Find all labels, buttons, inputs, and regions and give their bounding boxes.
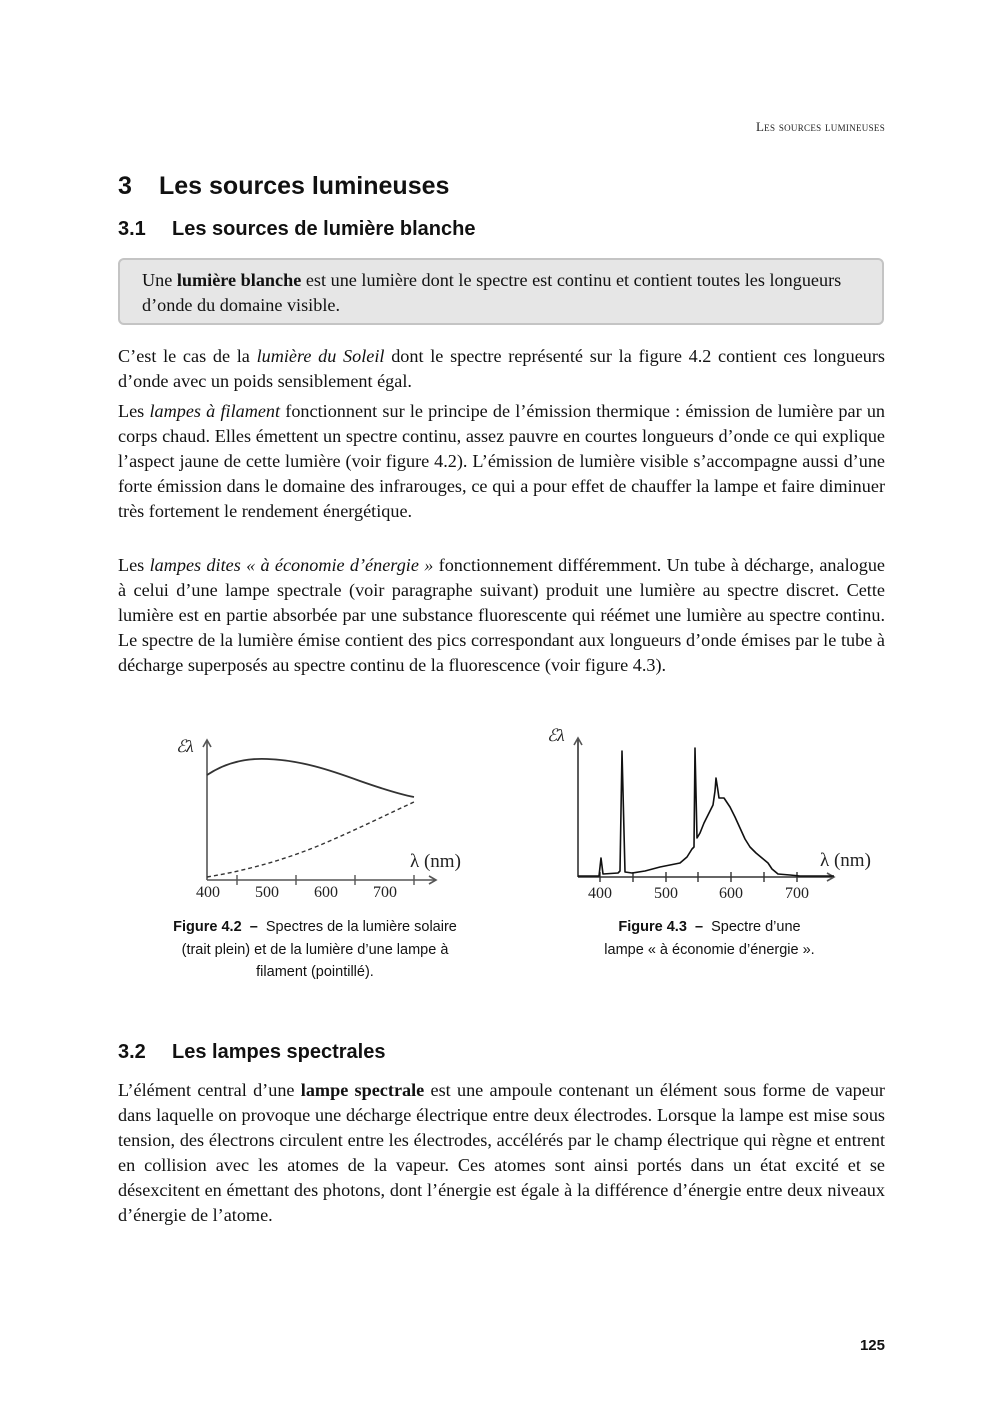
x-axis-label: λ (nm) bbox=[820, 850, 871, 871]
y-axis-label: ℰλ bbox=[176, 737, 194, 756]
text-run: L’élément central d’une bbox=[118, 1080, 301, 1100]
text-run: C’est le cas de la bbox=[118, 346, 257, 366]
tick-label-400: 400 bbox=[588, 885, 612, 902]
cfl-spectrum-line bbox=[578, 748, 834, 876]
tick-label-700: 700 bbox=[373, 884, 397, 901]
text-run: fonctionnent sur le principe de l’émission thermique : émission de lumière par un corps chaud. Elles émettent un spectre continu, assez pauvre en courtes longueurs d’onde ce qui explique l’aspect jaune de cette lumière (voir figure 4.2). L’émission de lumière visible s’accompagne aussi d’une forte émission dans le domaine des infrarouges, ce qui a pour effet de chauffer la lampe et faire diminuer très fortement le rendement énergétique. bbox=[118, 401, 886, 521]
tick-label-600: 600 bbox=[719, 885, 743, 902]
caption-dash: – bbox=[694, 919, 704, 935]
caption-text: Spectres de la lumière solaire (trait plein) et de la lumière d’une lampe à filament (pointillé). bbox=[181, 919, 457, 980]
text-run: Les bbox=[118, 401, 150, 421]
tick-label-500: 500 bbox=[654, 885, 678, 902]
page-number: 125 bbox=[859, 1337, 885, 1354]
tick-label-400: 400 bbox=[196, 884, 220, 901]
figure-4-2-chart bbox=[176, 737, 461, 901]
y-axis-label: ℰλ bbox=[547, 726, 565, 745]
text-run: dont le spectre représenté sur la figure 4.2 contient ces longueurs d’onde avec un poids sensiblement égal. bbox=[118, 346, 885, 391]
running-head: Les sources lumineuses bbox=[755, 119, 885, 134]
solar-spectrum-line bbox=[207, 759, 414, 797]
paragraph-lampe-spectrale bbox=[118, 1078, 885, 1228]
definition-term: lumière blanche bbox=[176, 270, 302, 290]
caption-label: Figure 4.2 bbox=[173, 919, 242, 935]
subsection-number: 3.2 bbox=[118, 1041, 146, 1063]
italic-term: lampes à filament bbox=[149, 401, 281, 421]
figure-4-3-chart bbox=[547, 726, 871, 902]
italic-term: lumière du Soleil bbox=[256, 346, 385, 366]
bold-term: lampe spectrale bbox=[300, 1080, 425, 1100]
figure-4-2-caption bbox=[170, 916, 460, 984]
subsection-number: 3.1 bbox=[118, 218, 146, 240]
text-run: est une ampoule contenant un élément sous forme de vapeur dans laquelle on provoque une décharge électrique entre deux électrodes. Lorsque la lampe est mise sous tension, des électrons circulent entre les électrodes, accélérés par le champ électrique qui règne et entrent en collision avec les atomes de la vapeur. Ces atomes sont ainsi portés dans un état excité et se désexcitent en émettant des photons, dont l’énergie est égale à la différence d’énergie entre deux niveaux d’énergie de l’atome. bbox=[118, 1080, 885, 1225]
section-title: Les sources lumineuses bbox=[159, 172, 450, 200]
caption-label: Figure 4.3 bbox=[618, 919, 687, 935]
text-run: Les bbox=[118, 555, 150, 575]
figure-4-3-caption bbox=[597, 916, 822, 961]
caption-dash: – bbox=[249, 919, 258, 935]
subsection-title: Les lampes spectrales bbox=[172, 1041, 386, 1063]
section-number: 3 bbox=[118, 172, 132, 200]
definition-text: est une lumière dont le spectre est continu et contient toutes les longueurs d’onde du domaine visible. bbox=[142, 270, 842, 315]
italic-term: lampes dites « à économie d’énergie » bbox=[149, 555, 434, 575]
subsection-heading-3-2 bbox=[118, 1041, 385, 1064]
subsection-title: Les sources de lumière blanche bbox=[172, 218, 476, 240]
caption-text: Spectre d’une lampe « à économie d’énergie ». bbox=[604, 919, 815, 958]
tick-label-600: 600 bbox=[314, 884, 338, 901]
definition-text: Une bbox=[142, 270, 177, 290]
tick-label-500: 500 bbox=[255, 884, 279, 901]
x-axis-label: λ (nm) bbox=[410, 851, 461, 872]
text-run: fonctionnement différemment. Un tube à décharge, analogue à celui d’une lampe spectrale (voir paragraphe suivant) produit une lumière au spectre discret. Cette lumière est en partie absorbée par une substance fluorescente qui réémet une lumière au spectre continu. Le spectre de la lumière émise contient des pics correspondant aux longueurs d’onde émises par le tube à décharge superposés au spectre continu de la fluorescence (voir figure 4.3). bbox=[118, 555, 885, 675]
filament-spectrum-line bbox=[207, 802, 414, 877]
tick-label-700: 700 bbox=[785, 885, 809, 902]
